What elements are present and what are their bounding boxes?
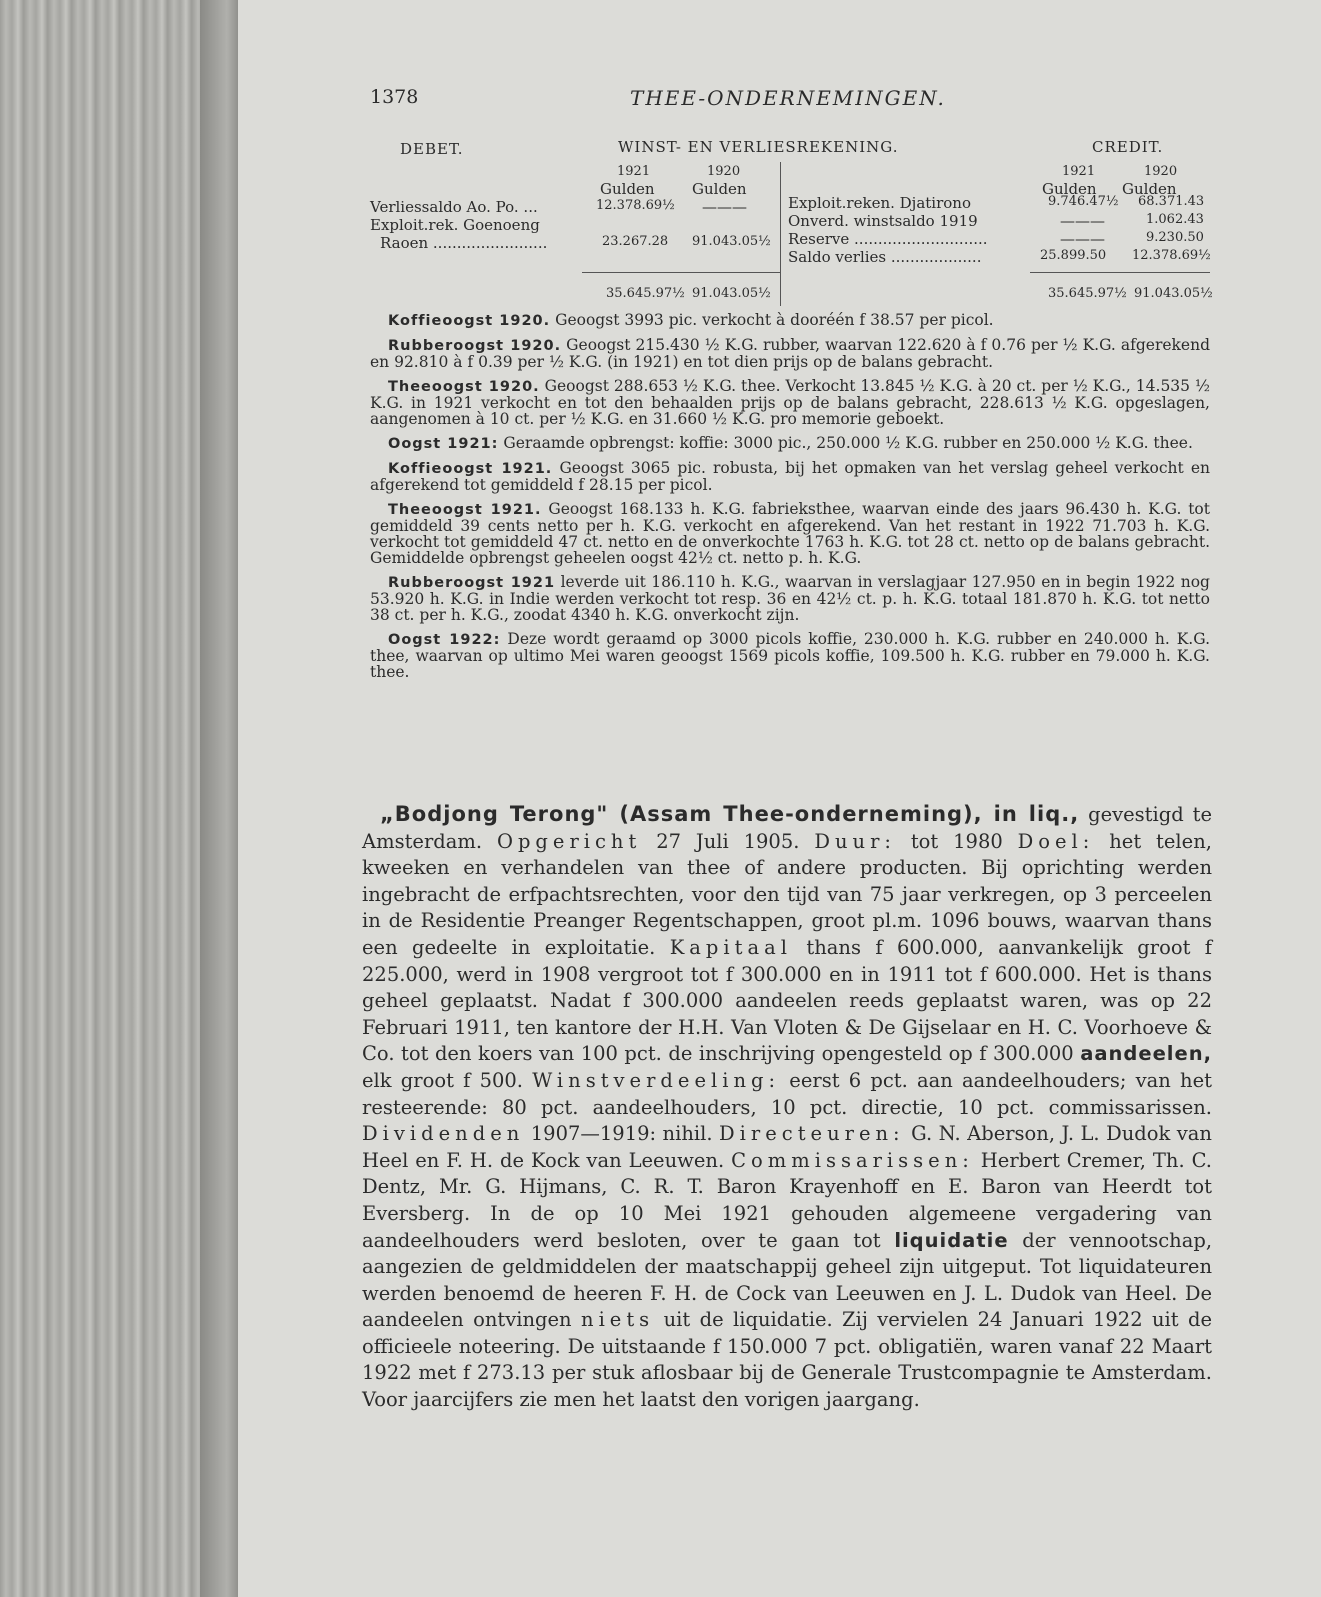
credit-row-1921: ——— bbox=[1060, 230, 1105, 248]
debit-row-1920: ——— bbox=[702, 198, 747, 216]
note-heading: Koffieoogst 1921. bbox=[388, 461, 553, 477]
note-text: Deze wordt geraamd op 3000 picols koffie, 230.000 h. K.G. rubber en 240.000 h. K.G. thee, waarvan op ultimo Mei waren geoogst 1569 picols koffie, 109.500 h. K.G. rubber en 79.000 h. K.G. thee. bbox=[370, 630, 1210, 681]
company-text: thans f 600.000, aanvankelijk groot f 225.000, werd in 1908 vergroot tot f 300.000 en in 1911 tot f 600.000. Het is thans geheel geplaatst. Nadat f 300.000 aandeelen reeds geplaatst waren, was op 22 Februari 1911, ten kantore der H.H. Van Vloten & De Gijselaar en H. C. Voorhoeve & Co. tot den koers van 100 pct. de inschrijving opengesteld op f 300.000 bbox=[362, 935, 1213, 1066]
company-text: 1907—1919: nihil. bbox=[530, 1122, 713, 1146]
credit-label: CREDIT. bbox=[1092, 138, 1164, 156]
credit-row bbox=[370, 212, 1210, 230]
credit-year-1921: 1921 bbox=[1062, 164, 1096, 179]
label-directeuren: Directeuren: bbox=[719, 1122, 905, 1146]
credit-unit-1920: Gulden bbox=[1122, 180, 1177, 198]
credit-year-1920: 1920 bbox=[1144, 164, 1178, 179]
note-paragraph bbox=[370, 574, 1210, 623]
note-text: Geraamde opbrengst: koffie: 3000 pic., 250.000 ½ K.G. rubber en 250.000 ½ K.G. thee. bbox=[503, 434, 1193, 452]
note-paragraph bbox=[370, 337, 1210, 370]
label-doel: Doel: bbox=[1017, 829, 1095, 853]
note-heading: Rubberoogst 1921 bbox=[388, 575, 556, 591]
credit-row-label: Onverd. winstsaldo 1919 bbox=[788, 212, 978, 230]
credit-total-1920: 91.043.05½ bbox=[1134, 286, 1213, 301]
debit-year-1920: 1920 bbox=[707, 164, 741, 179]
note-paragraph bbox=[370, 631, 1210, 680]
note-heading: Rubberoogst 1920. bbox=[388, 338, 562, 354]
company-text: tot 1980 bbox=[910, 829, 1003, 853]
label-niets: niets bbox=[581, 1308, 655, 1332]
company-text: 27 Juli 1905. bbox=[656, 829, 800, 853]
account-title: WINST- EN VERLIESREKENING. bbox=[618, 138, 899, 156]
debit-year-1921: 1921 bbox=[617, 164, 651, 179]
note-heading: Theeoogst 1920. bbox=[388, 379, 540, 395]
credit-row bbox=[370, 230, 1210, 248]
debet-label: DEBET. bbox=[400, 140, 464, 158]
credit-row-1921: 25.899.50 bbox=[1040, 248, 1107, 263]
company-text: der vennootschap, aangezien de geldmiddelen der maatschappij geheel zijn uitgeput. Tot liquidateuren werden benoemd de heeren F. H. de Cock van Leeuwen en J. L. Dudok van Heel. De aandeelen ontvingen bbox=[362, 1228, 1213, 1332]
bold-aandeelen: aandeelen, bbox=[1080, 1042, 1212, 1066]
note-text: Geoogst 3993 pic. verkocht à dooréén f 38.57 per picol. bbox=[555, 311, 994, 329]
credit-row bbox=[370, 248, 1210, 266]
credit-row-1920: 12.378.69½ bbox=[1132, 248, 1211, 263]
company-title: „Bodjong Terong" (Assam Thee-onderneming), in liq., bbox=[380, 802, 1080, 826]
note-text: Geoogst 3065 pic. robusta, bij het opmaken van het verslag geheel verkocht en afgerekend tot gemiddeld f 28.15 per picol. bbox=[370, 459, 1210, 494]
debit-row-1921: 12.378.69½ bbox=[596, 198, 675, 213]
company-entry bbox=[362, 801, 1212, 1414]
note-paragraph bbox=[370, 435, 1210, 452]
note-text: Geoogst 288.653 ½ K.G. thee. Verkocht 13.845 ½ K.G. à 20 ct. per ½ K.G., 14.535 ½ K.G. in 1921 verkocht en tot den behaalden prijs op de balans gebracht, 228.613 ½ K.G. opgeslagen, aangenomen à 10 ct. per ½ K.G. en 31.660 ½ K.G. pro memorie geboekt. bbox=[370, 377, 1210, 428]
note-paragraph bbox=[370, 501, 1210, 566]
company-text: het telen, kweeken en verhandelen van thee of andere producten. Bij oprichting werden ingebracht de erfpachtsrechten, voor den tijd van 75 jaar verkregen, op 3 perceelen in de Residentie Preanger Regentschappen, groot pl.m. 1096 bouws, waarvan thans een gedeelte in exploitatie. bbox=[362, 829, 1212, 959]
note-heading: Theeoogst 1921. bbox=[388, 502, 542, 518]
company-text: G. N. Aberson, J. L. Dudok van Heel en F. H. de Kock van Leeuwen. bbox=[362, 1122, 1212, 1172]
company-text: gevestigd te Amsterdam. bbox=[362, 803, 1212, 853]
running-title: THEE-ONDERNEMINGEN. bbox=[630, 86, 946, 110]
credit-total-rule bbox=[1030, 272, 1210, 273]
company-text: eerst 6 pct. aan aandeelhouders; van het resteerende: 80 pct. aandeelhouders, 10 pct. directie, 10 pct. commissarissen. bbox=[362, 1068, 1212, 1119]
note-text: leverde uit 186.110 h. K.G., waarvan in verslagjaar 127.950 en in begin 1922 nog 53.920 h. K.G. in Indie werden verkocht tot resp. 36 en 42½ ct. p. h. K.G. totaal 181.870 h. K.G. tot netto 38 ct. per h. K.G., zoodat 4340 h. K.G. onverkocht zijn. bbox=[370, 573, 1210, 624]
debit-unit-1921: Gulden bbox=[600, 180, 655, 198]
page-header bbox=[370, 86, 1210, 116]
note-text: Geoogst 215.430 ½ K.G. rubber, waarvan 122.620 à f 0.76 per ½ K.G. afgerekend en 92.810 à f 0.39 per ½ K.G. (in 1921) en tot dien prijs op de balans gebracht. bbox=[370, 336, 1210, 371]
credit-row-label: Reserve ............................ bbox=[788, 230, 988, 248]
credit-total-1921: 35.645.97½ bbox=[1048, 286, 1127, 301]
page-number: 1378 bbox=[370, 86, 419, 108]
bold-liquidatie: liquidatie bbox=[894, 1228, 1009, 1252]
debit-row-label: Verliessaldo Ao. Po. ... bbox=[370, 198, 538, 216]
credit-row-1920: 9.230.50 bbox=[1146, 230, 1204, 245]
credit-row-label: Exploit.reken. Djatirono bbox=[788, 194, 971, 212]
debit-total-1921: 35.645.97½ bbox=[606, 286, 685, 301]
company-text: elk groot f 500. bbox=[362, 1068, 523, 1092]
debit-row-1920: 91.043.05½ bbox=[692, 234, 771, 249]
company-text: Herbert Cremer, Th. C. Dentz, Mr. G. Hijmans, C. R. T. Baron Krayenhoff en E. Baron van Heerdt tot Eversberg. In de op 10 Mei 1921 gehouden algemeene vergadering van aandeelhouders werd besloten, over te gaan tot bbox=[362, 1148, 1212, 1252]
note-paragraph bbox=[370, 378, 1210, 427]
label-commissarissen: Commissarissen: bbox=[731, 1148, 974, 1172]
note-text: Geoogst 168.133 h. K.G. fabrieksthee, waarvan einde des jaars 96.430 h. K.G. tot gemiddeld 39 cents netto per h. K.G. verkocht en afgerekend. Van het restant in 1922 71.703 h. K.G. verkocht tot gemiddeld 47 ct. netto en de onverkochte 1763 h. K.G. tot 28 ct. netto op de balans gebracht. Gemiddelde opbrengst geheelen oogst 42½ ct. netto p. h. K.G. bbox=[370, 500, 1210, 567]
credit-row-1920: 68.371.43 bbox=[1138, 194, 1205, 209]
label-opgericht: Opgericht bbox=[496, 829, 642, 853]
debit-row-label: Exploit.rek. Goenoeng bbox=[370, 216, 540, 234]
note-paragraph bbox=[370, 312, 1210, 329]
debit-row-label: Raoen ........................ bbox=[380, 234, 548, 252]
credit-row-label: Saldo verlies ................... bbox=[788, 248, 982, 266]
label-duur: Duur: bbox=[814, 829, 896, 853]
credit-unit-1921: Gulden bbox=[1042, 180, 1097, 198]
debit-row-1921: 23.267.28 bbox=[602, 234, 669, 249]
label-kapitaal: Kapitaal bbox=[669, 935, 792, 959]
note-paragraph bbox=[370, 460, 1210, 493]
debit-total-1920: 91.043.05½ bbox=[692, 286, 771, 301]
note-heading: Oogst 1921: bbox=[388, 436, 499, 452]
credit-row bbox=[370, 194, 1210, 212]
label-dividenden: Dividenden bbox=[362, 1122, 525, 1146]
harvest-notes bbox=[370, 312, 1210, 688]
credit-row-1921: ——— bbox=[1060, 212, 1105, 230]
debit-total-rule bbox=[582, 272, 780, 273]
note-heading: Koffieoogst 1920. bbox=[388, 313, 551, 329]
note-heading: Oogst 1922: bbox=[388, 632, 501, 648]
company-text: uit de liquidatie. Zij vervielen 24 Januari 1922 uit de officieele noteering. De uitstaande f 150.000 7 pct. obligatiën, waren vanaf 22 Maart 1922 met f 273.13 per stuk aflosbaar bij de Generale Trustcompagnie te Amsterdam. Voor jaarcijfers zie men het laatst den vorigen jaargang. bbox=[362, 1308, 1213, 1412]
profit-loss-account bbox=[370, 138, 1213, 308]
debit-unit-1920: Gulden bbox=[692, 180, 747, 198]
credit-row-1921: 9.746.47½ bbox=[1048, 194, 1119, 209]
credit-row-1920: 1.062.43 bbox=[1146, 212, 1204, 227]
label-winstverdeeling: Winstverdeeling: bbox=[532, 1068, 781, 1092]
